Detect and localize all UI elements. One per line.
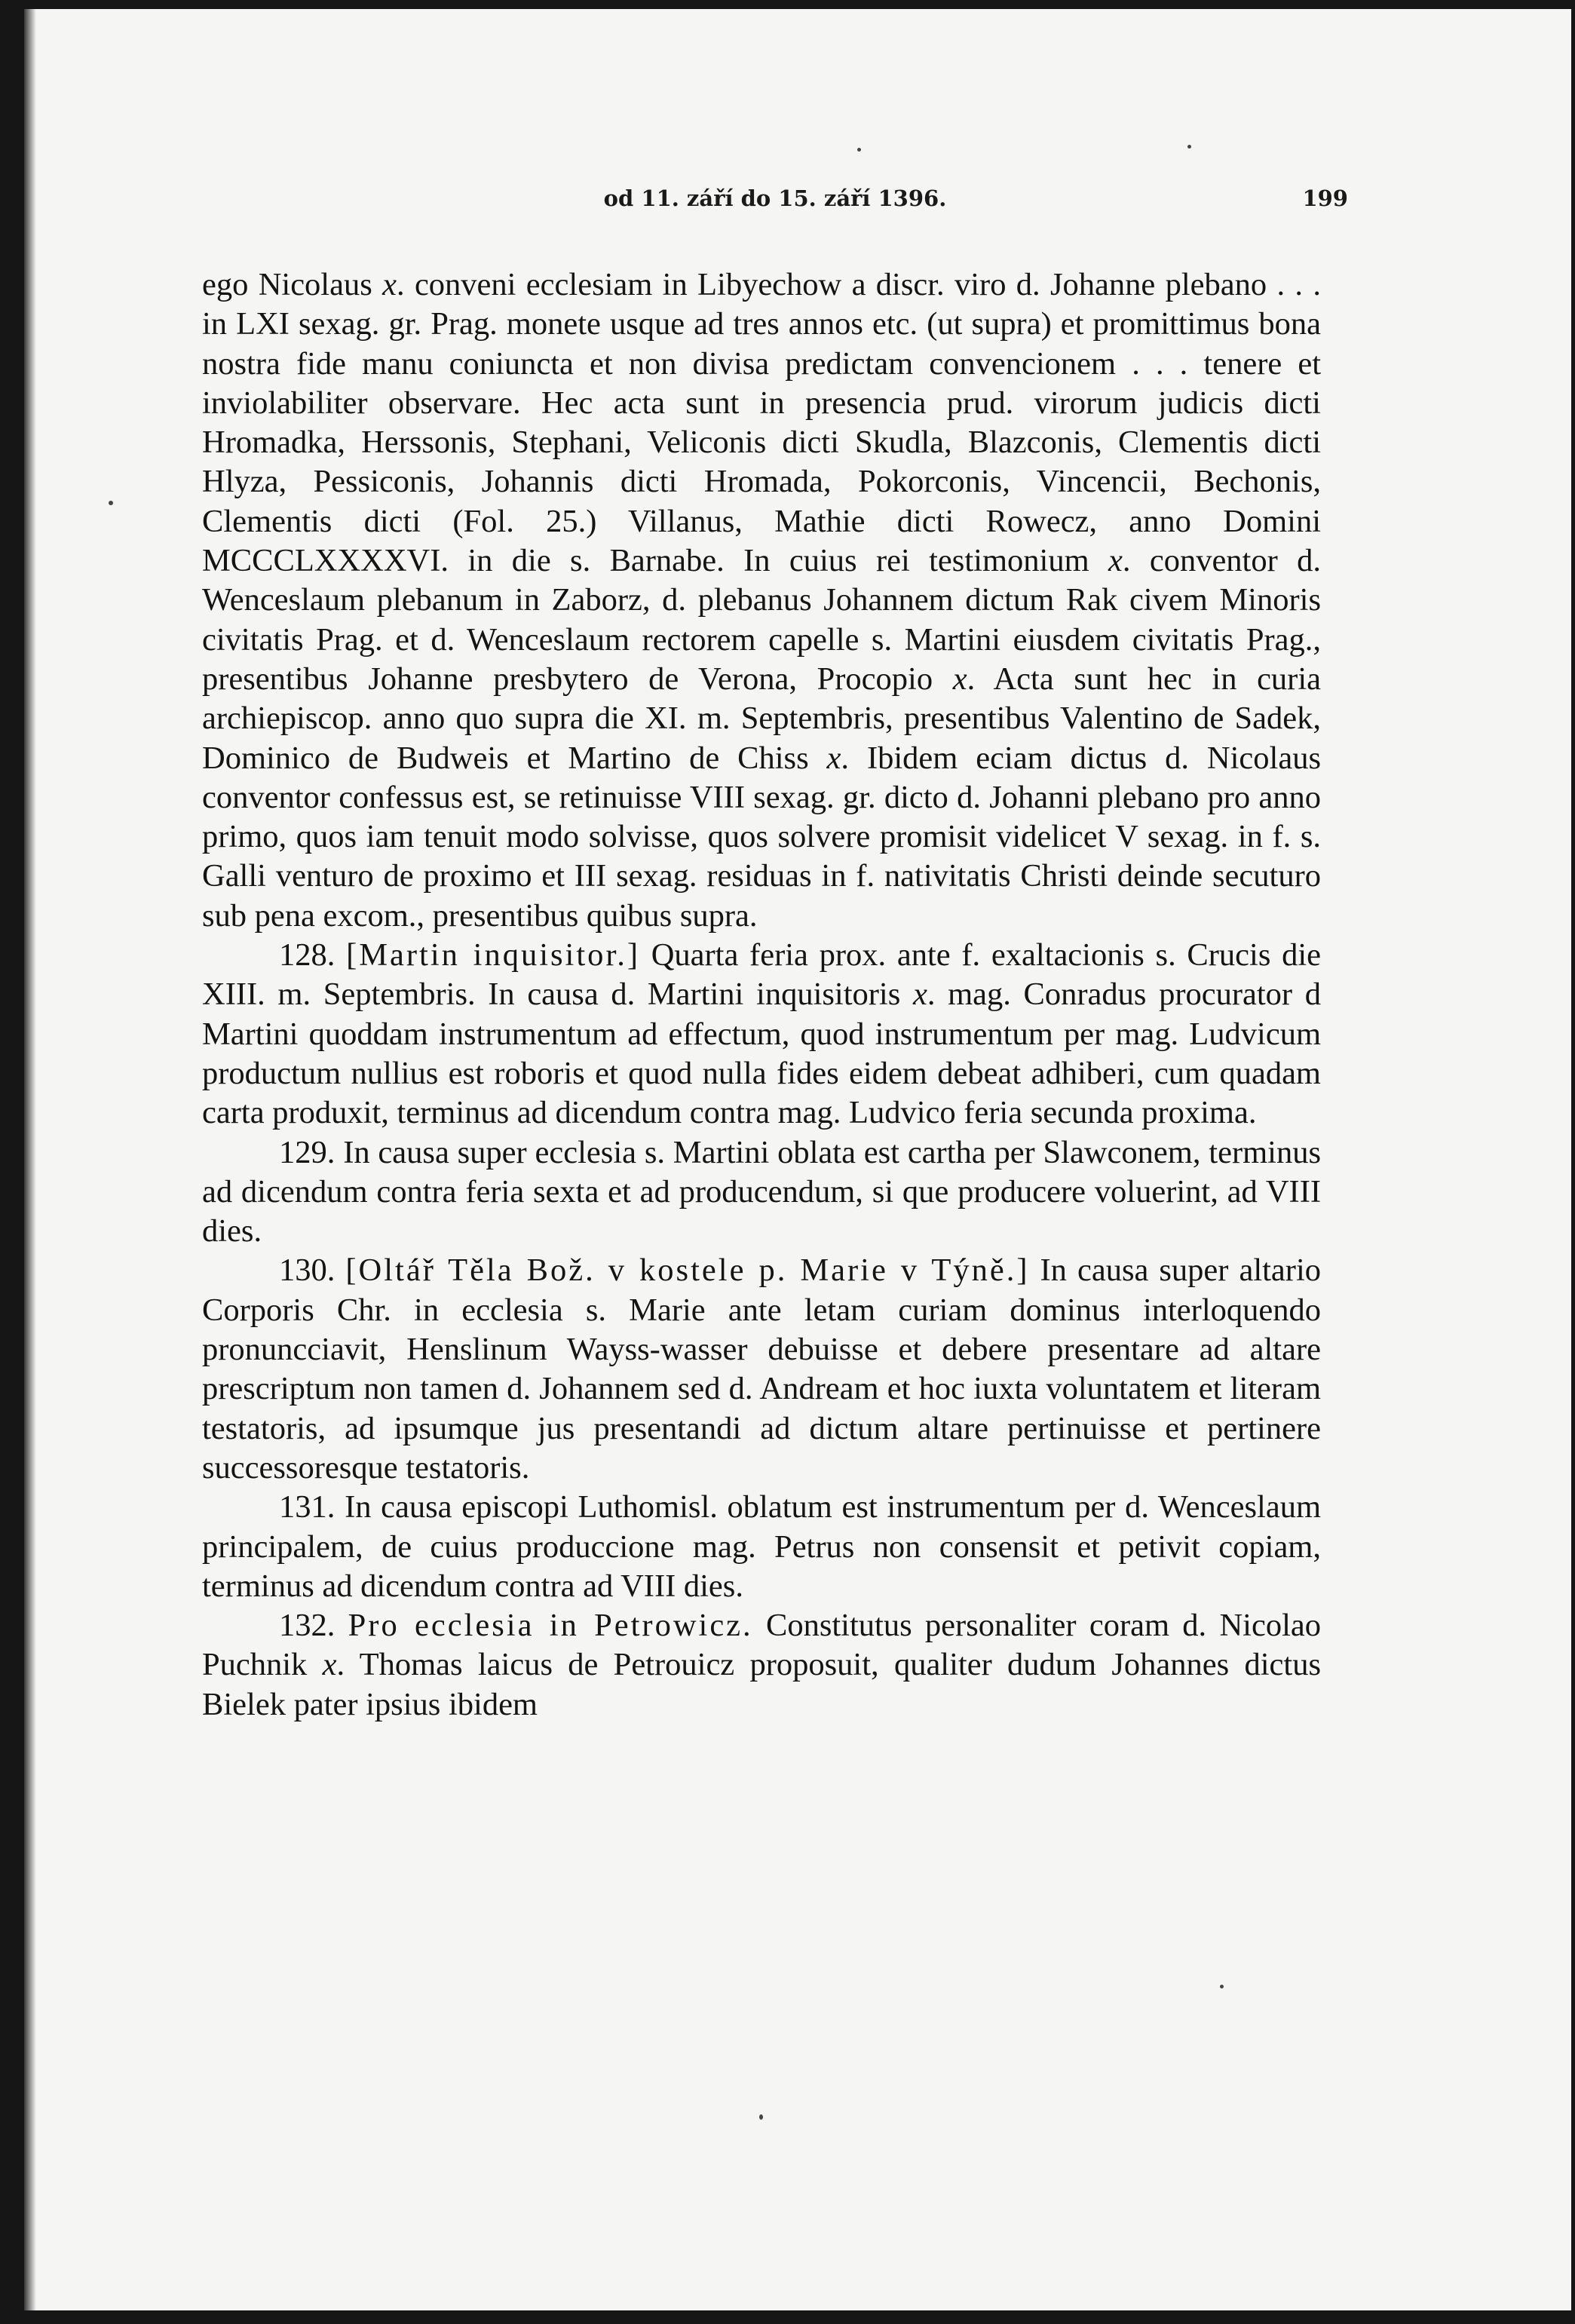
paragraph-number: 130. bbox=[279, 1252, 336, 1289]
scan-speck bbox=[109, 501, 113, 505]
running-title: od 11. září do 15. září 1396. bbox=[603, 185, 947, 211]
paragraph-continuation bbox=[202, 265, 1321, 936]
paragraph-number: 129. bbox=[279, 1134, 336, 1170]
paragraph-131 bbox=[202, 1488, 1321, 1606]
paragraph-text: In causa episcopi Luthomisl. oblatum est instrumentum per d. Wenceslaum principalem, de cuius produccione mag. Petrus non consensit et petivit copiam, terminus ad dicendum contra ad VIII dies. bbox=[202, 1489, 1322, 1604]
page-gutter-shadow bbox=[24, 9, 36, 2310]
paragraph-text: In causa super ecclesia s. Martini oblata est cartha per Slawconem, terminus ad dicendum contra feria sexta et ad producendum, si que producere voluerint, ad VIII dies. bbox=[202, 1134, 1321, 1249]
paragraph-text: Quarta feria prox. ante f. exaltacionis s. Crucis die XIII. m. Septembris. In causa d. Martini inquisitoris x. mag. Conradus procurator d Martini quoddam instrumentum ad effectum, quod instrumentum per mag. Ludvicum productum nullius est roboris et quod nulla fides eidem debeat adhiberi, cum quadam carta produxit, terminus ad dicendum contra mag. Ludvico feria secunda proxima. bbox=[202, 937, 1322, 1131]
page-header bbox=[202, 185, 1348, 216]
paragraph-text: Constitutus personaliter coram d. Nicolao Puchnik x. Thomas laicus de Petrouicz proposuit, qualiter dudum Johannes dictus Bielek pater ipsius ibidem bbox=[202, 1608, 1322, 1722]
scan-speck bbox=[1220, 1985, 1224, 1988]
paragraph-number: 131. bbox=[279, 1489, 336, 1525]
scan-speck bbox=[857, 148, 861, 152]
paragraph-heading: Pro ecclesia in Petrowicz. bbox=[348, 1608, 753, 1644]
scan-speck bbox=[1187, 145, 1191, 149]
paragraph-text: In causa super altario Corporis Chr. in ecclesia s. Marie ante letam curiam dominus interloquendo pronuncciavit, Henslinum Wayss-wasser debuisse et debere presentare ad altare prescriptum non tamen d. Johannem sed d. Andream et hoc iuxta voluntatem et literam testatoris, ad ipsumque jus presentandi ad dictum altare pertinuisse et pertinere successoresque testatoris. bbox=[202, 1252, 1322, 1485]
paragraph-128 bbox=[202, 936, 1321, 1133]
paragraph-text: ego Nicolaus x. conveni ecclesiam in Libyechow a discr. viro d. Johanne plebano . . . in LXI sexag. gr. Prag. monete usque ad tres annos etc. (ut supra) et promittimus bona nostra fide manu coniuncta et non divisa predictam convencionem . . . tenere et inviolabiliter observare. Hec acta sunt in presencia prud. virorum judicis dicti Hromadka, Herssonis, Stephani, Veliconis dicti Skudla, Blazconis, Clementis dicti Hlyza, Pessiconis, Johannis dicti Hromada, Pokorconis, Vincencii, Bechonis, Clementis dicti (Fol. 25.) Villanus, Mathie dicti Rowecz, anno Domini MCCCLXXXXVI. in die s. Barnabe. In cuius rei testimonium x. conventor d. Wenceslaum plebanum in Zaborz, d. plebanus Johannem dictum Rak civem Minoris civitatis Prag. et d. Wenceslaum rectorem capelle s. Martini eiusdem civitatis Prag., presentibus Johanne presbytero de Verona, Procopio x. Acta sunt hec in curia archiepiscop. anno quo supra die XI. m. Septembris, presentibus Valentino de Sadek, Dominico de Budweis et Martino de Chiss x. Ibidem eciam dictus d. Nicolaus conventor confessus est, se retinuisse VIII sexag. gr. dicto d. Johanni plebano pro anno primo, quos iam tenuit modo solvisse, quos solvere promisit videlicet V sexag. in f. s. Galli venturo de proximo et III sexag. residuas in f. nativitatis Christi deinde secuturo sub pena excom., presentibus quibus supra. bbox=[202, 267, 1322, 934]
main-text bbox=[202, 265, 1321, 1725]
scan-speck bbox=[759, 2114, 763, 2120]
paragraph-number: 128. bbox=[279, 937, 336, 973]
paragraph-number: 132. bbox=[279, 1608, 336, 1644]
paragraph-129 bbox=[202, 1133, 1321, 1252]
paragraph-132 bbox=[202, 1606, 1321, 1725]
paragraph-130 bbox=[202, 1251, 1321, 1488]
paragraph-heading: [Martin inquisitor.] bbox=[346, 937, 640, 973]
paragraph-heading: [Oltář Těla Bož. v kostele p. Marie v Týně.] bbox=[345, 1252, 1030, 1289]
page-number: 199 bbox=[1302, 185, 1348, 211]
